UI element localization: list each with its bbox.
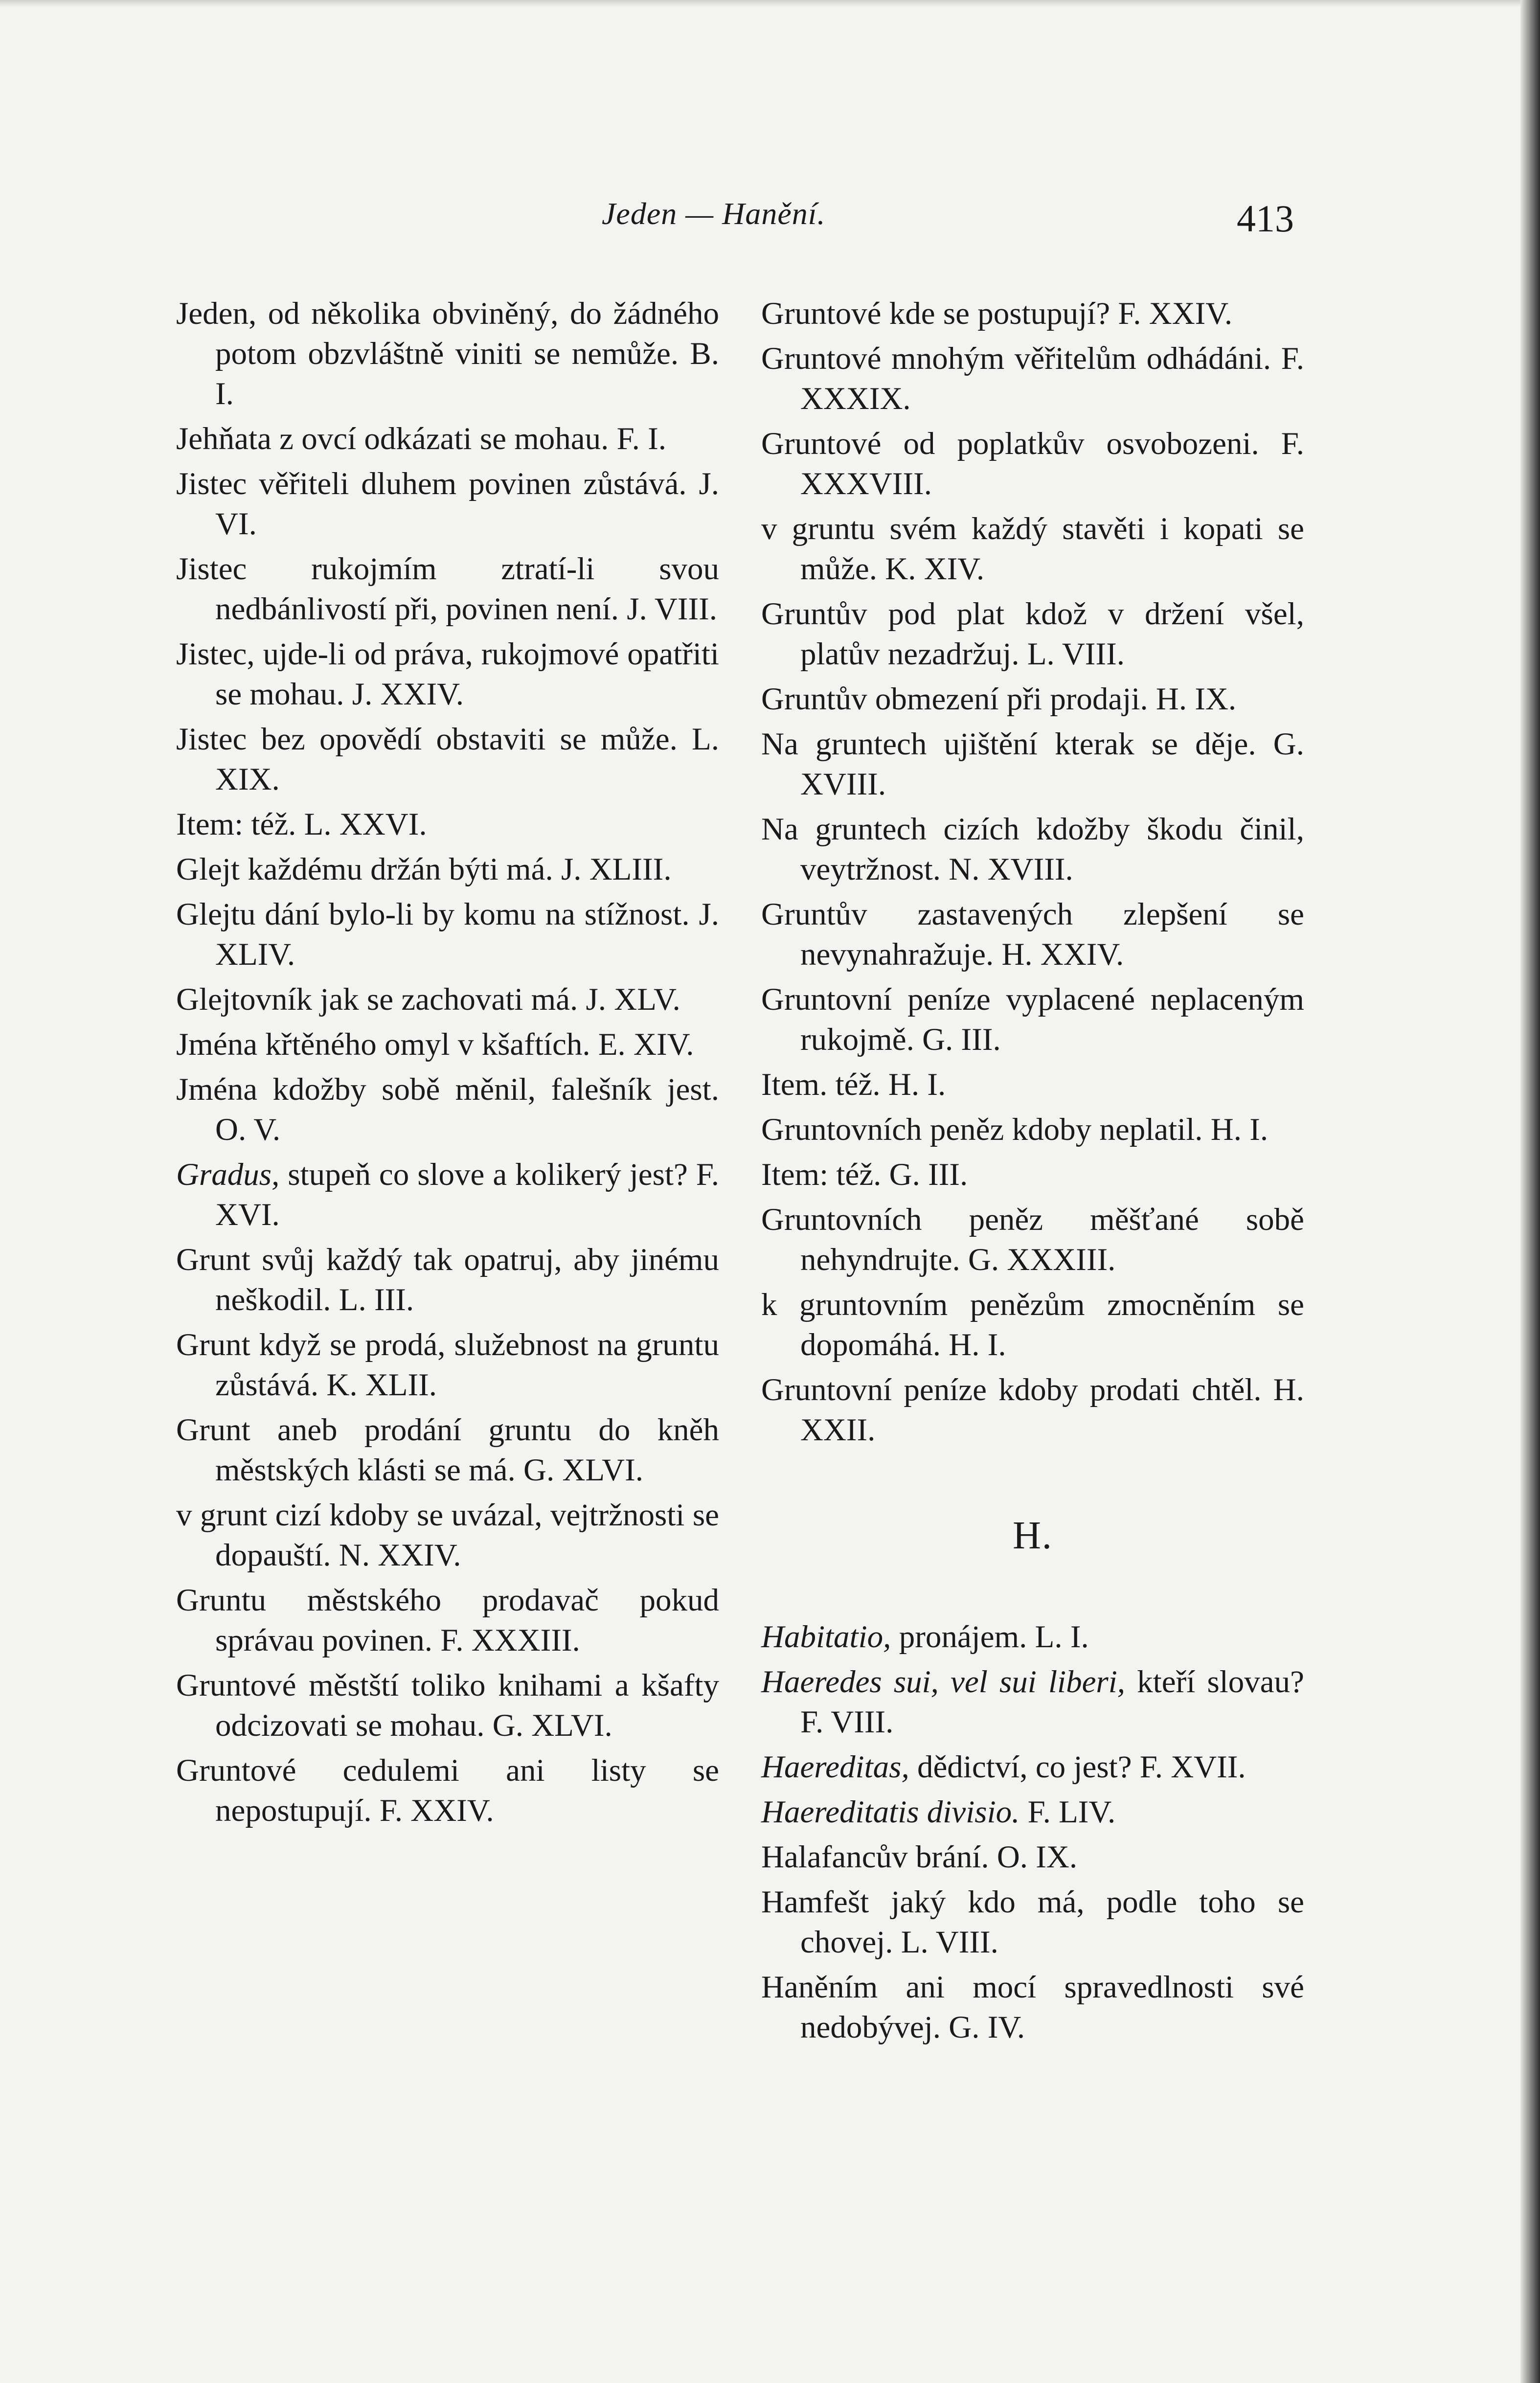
index-entry	[761, 1747, 1304, 1787]
index-entry	[761, 294, 1304, 334]
entry-text: Hamfešt jaký kdo má, podle toho se chovej. L. VIII.	[761, 1884, 1304, 1960]
index-entry	[761, 724, 1304, 804]
right-column	[761, 294, 1304, 2052]
page-number: 413	[1237, 197, 1294, 240]
index-entry	[176, 1495, 719, 1575]
entry-text: Gruntovní peníze kdoby prodati chtěl. H. XXII.	[761, 1372, 1304, 1448]
right-column-g-entries	[761, 294, 1304, 1450]
index-entry	[176, 1410, 719, 1490]
entry-text: Jistec bez opovědí obstaviti se může. L. XIX.	[176, 722, 719, 797]
index-entry	[761, 339, 1304, 419]
index-entry	[761, 809, 1304, 889]
entry-text: Grunt když se prodá, služebnost na gruntu zůstává. K. XLII.	[176, 1327, 719, 1403]
right-column-h-entries	[761, 1617, 1304, 2047]
index-entry	[176, 1665, 719, 1746]
index-entry	[761, 1285, 1304, 1365]
index-entry	[761, 1370, 1304, 1450]
latin-term: Gradus,	[176, 1157, 280, 1192]
index-entry	[761, 1837, 1304, 1877]
index-entry	[176, 979, 719, 1020]
index-entry	[176, 1024, 719, 1065]
index-entry	[761, 1065, 1304, 1105]
index-entry	[761, 679, 1304, 719]
entry-text: Gruntův pod plat kdož v držení všel, platův nezadržuj. L. VIII.	[761, 596, 1304, 672]
index-entry	[176, 1069, 719, 1150]
index-entry	[176, 419, 719, 459]
entry-text: Gruntové mnohým věřitelům odhádáni. F. XXXIX.	[761, 341, 1304, 416]
index-entry	[761, 509, 1304, 589]
entry-text: v gruntu svém každý stavěti i kopati se může. K. XIV.	[761, 511, 1304, 587]
index-entry	[176, 464, 719, 544]
index-entry	[176, 894, 719, 975]
page-shadow-right	[1520, 0, 1540, 2383]
index-entry	[761, 1967, 1304, 2047]
entry-text: Glejtovník jak se zachovati má. J. XLV.	[176, 982, 680, 1017]
entry-text: Jistec rukojmím ztratí-li svou nedbánlivostí při, povinen není. J. VIII.	[176, 551, 719, 627]
entry-text: stupeň co slove a kolikerý jest? F. XVI.	[215, 1157, 719, 1232]
entry-text: Gruntovních peněz kdoby neplatil. H. I.	[761, 1112, 1268, 1147]
entry-text: k gruntovním penězům zmocněním se dopomáhá. H. I.	[761, 1287, 1304, 1362]
index-entry	[761, 1792, 1304, 1832]
entry-text: Gruntovních peněz měšťané sobě nehyndrujte. G. XXXIII.	[761, 1202, 1304, 1277]
index-entry	[761, 1662, 1304, 1742]
index-entry	[761, 894, 1304, 975]
index-entry	[176, 1240, 719, 1320]
latin-term: Habitatio,	[761, 1619, 891, 1655]
index-entry	[176, 294, 719, 414]
left-column	[176, 294, 719, 1836]
index-entry	[761, 1155, 1304, 1195]
entry-text: kteří slovau? F. VIII.	[800, 1664, 1305, 1740]
entry-text: Jistec, ujde-li od práva, rukojmové opatřiti se mohau. J. XXIV.	[176, 636, 719, 712]
entry-text: Haněním ani mocí spravedlnosti své nedobývej. G. IV.	[761, 1970, 1304, 2045]
entry-text: pronájem. L. I.	[891, 1619, 1089, 1655]
entry-text: Gruntové kde se postupují? F. XXIV.	[761, 296, 1233, 331]
latin-term: Haeredes sui, vel sui liberi,	[761, 1664, 1126, 1700]
index-entry	[761, 594, 1304, 674]
latin-term: Haereditas,	[761, 1749, 909, 1785]
entry-text: Item: též. L. XXVI.	[176, 807, 427, 842]
running-head: Jeden — Hanění.	[602, 196, 826, 231]
index-entry	[761, 1617, 1304, 1657]
index-entry	[761, 1882, 1304, 1962]
index-entry	[761, 1110, 1304, 1150]
entry-text: Na gruntech ujištění kterak se děje. G. XVIII.	[761, 726, 1304, 802]
index-entry	[761, 1200, 1304, 1280]
latin-term: Haereditatis divisio.	[761, 1794, 1020, 1830]
entry-text: Na gruntech cizích kdožby škodu činil, veytržnost. N. XVIII.	[761, 812, 1304, 887]
entry-text: Item: též. G. III.	[761, 1157, 968, 1192]
entry-text: Gruntové cedulemi ani listy se nepostupují. F. XXIV.	[176, 1753, 719, 1828]
section-letter-h: H.	[1013, 1514, 1053, 1557]
entry-text: Jména křtěného omyl v kšaftích. E. XIV.	[176, 1027, 694, 1062]
entry-text: Halafancův brání. O. IX.	[761, 1839, 1078, 1875]
entry-text: Jeden, od několika obviněný, do žádného potom obzvláštně viniti se nemůže. B. I.	[176, 296, 719, 411]
index-entry	[176, 549, 719, 629]
entry-text: dědictví, co jest? F. XVII.	[909, 1749, 1246, 1785]
entry-text: Jistec věřiteli dluhem povinen zůstává. J. VI.	[176, 466, 719, 542]
entry-text: F. LIV.	[1019, 1794, 1116, 1830]
index-entry	[176, 1325, 719, 1405]
entry-text: Jména kdožby sobě měnil, falešník jest. O. V.	[176, 1072, 719, 1147]
entry-text: Item. též. H. I.	[761, 1067, 946, 1102]
entry-text: Gruntové od poplatkův osvobozeni. F. XXXVIII.	[761, 426, 1304, 501]
entry-text: Gruntův zastavených zlepšení se nevynahražuje. H. XXIV.	[761, 897, 1304, 972]
entry-text: Glejtu dání bylo-li by komu na stížnost. J. XLIV.	[176, 897, 719, 972]
index-entry	[176, 719, 719, 799]
entry-text: Gruntův obmezení při prodaji. H. IX.	[761, 681, 1237, 717]
entry-text: Gruntu městského prodavač pokud správau povinen. F. XXXIII.	[176, 1583, 719, 1658]
index-entry	[176, 804, 719, 844]
page-shadow-top	[0, 0, 1540, 7]
index-entry	[761, 424, 1304, 504]
entry-text: Gruntové městští toliko knihami a kšafty odcizovati se mohau. G. XLVI.	[176, 1668, 719, 1743]
entry-text: Gruntovní peníze vyplacené neplaceným rukojmě. G. III.	[761, 982, 1304, 1057]
entry-text: Grunt svůj každý tak opatruj, aby jinému neškodil. L. III.	[176, 1242, 719, 1317]
entry-text: Jehňata z ovcí odkázati se mohau. F. I.	[176, 421, 666, 456]
index-entry	[176, 1580, 719, 1660]
index-entry	[176, 1750, 719, 1831]
entry-text: Glejt každému držán býti má. J. XLIII.	[176, 852, 672, 887]
index-entry	[761, 979, 1304, 1060]
index-entry	[176, 849, 719, 889]
index-entry	[176, 634, 719, 714]
entry-text: v grunt cizí kdoby se uvázal, vejtržnosti se dopauští. N. XXIV.	[176, 1498, 719, 1573]
index-entry	[176, 1155, 719, 1235]
entry-text: Grunt aneb prodání gruntu do kněh městských klásti se má. G. XLVI.	[176, 1412, 719, 1488]
